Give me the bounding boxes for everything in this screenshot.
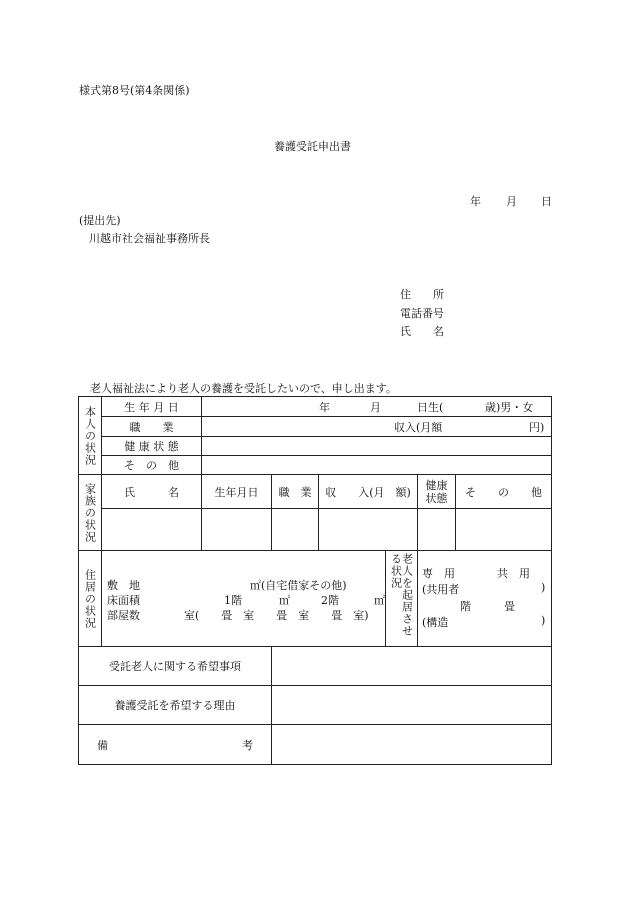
birth-field[interactable] [202, 397, 552, 417]
application-form-table [78, 396, 552, 765]
applicant-address-label: 住 所 [400, 288, 444, 301]
floor-tatami-label: 階 畳 [460, 600, 515, 613]
family-income-cell[interactable] [319, 509, 418, 551]
floor-area-label: 床面積 [107, 594, 140, 607]
submit-to-label: (提出先) [79, 214, 121, 227]
reason-label: 養護受託を希望する理由 [79, 686, 272, 725]
self-section-label: 本人の状況 [79, 397, 102, 475]
elder-room-detail-cell[interactable] [418, 551, 552, 647]
family-col-name: 氏 名 [102, 475, 202, 509]
family-other-cell[interactable] [456, 509, 552, 551]
floor2-label: 2階 [321, 594, 339, 607]
income-unit: 円) [529, 421, 545, 434]
floor1-label: 1階 [224, 594, 242, 607]
other-field[interactable] [202, 456, 552, 475]
form-title: 養護受託申出書 [274, 140, 351, 153]
birth-year: 年 [319, 401, 330, 414]
applicant-phone-label: 電話番号 [400, 307, 444, 320]
date-month-label: 月 [506, 195, 517, 208]
statement: 老人福祉法により老人の養護を受託したいので、申し出ます。 [90, 382, 397, 395]
date-day-label: 日 [541, 195, 552, 208]
form-number: 様式第8号(第4条関係) [79, 84, 190, 97]
health-label: 健 康 状 態 [102, 437, 202, 456]
other-label: そ の 他 [102, 456, 202, 475]
site-unit: ㎡(自宅借家その他) [250, 579, 347, 592]
shared-user-close: ) [541, 581, 546, 594]
applicant-name-label: 氏 名 [400, 325, 444, 338]
family-name-cell[interactable] [102, 509, 202, 551]
birth-day: 日生( [417, 401, 444, 414]
family-health-cell[interactable] [418, 509, 456, 551]
housing-detail-cell[interactable] [102, 551, 386, 647]
family-col-health: 健康状態 [418, 475, 456, 509]
submit-to: 川越市社会福祉事務所長 [89, 232, 210, 245]
family-job-cell[interactable] [272, 509, 319, 551]
wishes-label: 受託老人に関する希望事項 [79, 647, 272, 686]
date-year-label: 年 [470, 195, 481, 208]
family-col-job: 職 業 [272, 475, 319, 509]
birth-month: 月 [370, 401, 381, 414]
birth-age-gender: 歳)男・女 [485, 401, 534, 414]
floor2-unit: ㎡ [374, 594, 385, 607]
shared-label: 共 用 [497, 567, 530, 580]
private-label: 専 用 [422, 567, 455, 580]
floor1-unit: ㎡ [279, 594, 290, 607]
structure-label: (構造 [422, 616, 449, 629]
remarks-field[interactable] [272, 725, 552, 765]
reason-field[interactable] [272, 686, 552, 725]
site-label: 敷 地 [107, 579, 140, 592]
family-col-other: そ の 他 [456, 475, 552, 509]
birth-label: 生 年 月 日 [102, 397, 202, 417]
income-label: 収入(月額 [394, 421, 443, 434]
family-col-income: 収 入(月 額) [319, 475, 418, 509]
income-field[interactable] [202, 417, 552, 437]
shared-user-label: (共用者 [422, 583, 460, 596]
structure-close: ) [541, 614, 546, 627]
family-birth-cell[interactable] [202, 509, 272, 551]
job-label: 職 業 [102, 417, 202, 437]
family-col-birth: 生年月日 [202, 475, 272, 509]
rooms-label: 部屋数 [107, 609, 140, 622]
family-section-label: 家族の状況 [79, 475, 102, 551]
remarks-label: 備 考 [79, 725, 272, 765]
wishes-field[interactable] [272, 647, 552, 686]
rooms-detail: 室( 畳 室 畳 室 畳 室) [184, 609, 369, 622]
elder-room-label: 老人を起居させ る状況 [386, 551, 418, 647]
health-field[interactable] [202, 437, 552, 456]
housing-section-label: 住居の状況 [79, 551, 102, 647]
